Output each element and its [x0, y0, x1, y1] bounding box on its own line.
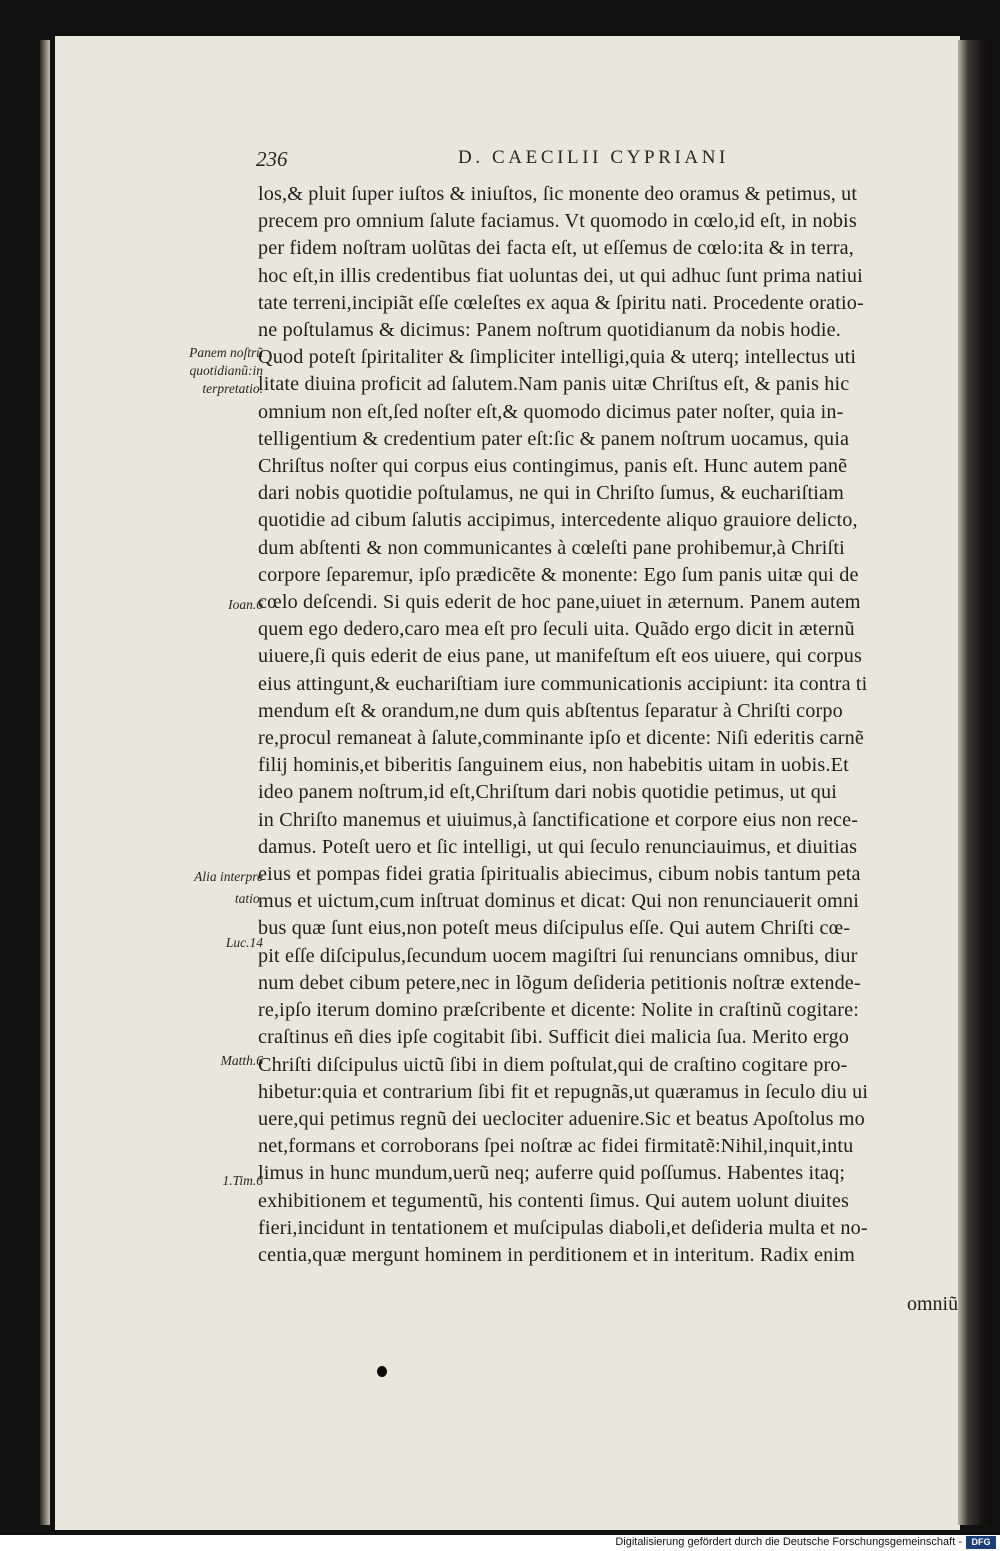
text-line: litate diuina proficit ad ſalutem.Nam panis uitæ Chriſtus eſt, & panis hic	[258, 373, 850, 396]
dfg-logo: DFG	[966, 1536, 996, 1549]
marginal-note-panem	[189, 344, 263, 398]
text-line: Chriſti diſcipulus uictũ ſibi in diem poſtulat,qui de craſtino cogitare pro-	[258, 1053, 848, 1076]
text-line: num debet cibum petere,nec in lõgum deſideria petitionis noſtræ extende-	[258, 971, 861, 994]
text-line: eius attingunt,& euchariſtiam iure communicationis accipiunt: ita contra ti	[258, 672, 868, 695]
footer-credit: Digitalisierung gefördert durch die Deutsche Forschungsgemeinschaft -	[615, 1536, 962, 1548]
book-edge-left	[40, 40, 50, 1525]
text-line: in Chriſto manemus et uiuimus,à ſanctificatione et corpore eius non rece-	[258, 808, 859, 831]
text-line: uere,qui petimus regnũ dei ueclociter aduenire.Sic et beatus Apoſtolus mo	[258, 1107, 865, 1130]
text-line: re,procul remaneat à ſalute,comminante ipſo et dicente: Niſi ederitis carnẽ	[258, 727, 864, 750]
text-line: damus. Poteſt uero et ſic intelligi, ut qui ſeculo renunciauimus, et diuitias	[258, 835, 858, 858]
text-line: per fidem noſtram uolũtas dei facta eſt, ut eſſemus de cœlo:ita & in terra,	[258, 237, 854, 260]
text-line: uiuere,ſi quis ederit de eius pane, ut manifeſtum eſt eos uiuere, qui corpus	[258, 645, 862, 668]
text-line: cœlo deſcendi. Si quis ederit de hoc pane,uiuet in æternum. Panem autem	[258, 591, 861, 614]
text-line: quem ego dedero,caro mea eſt pro ſeculi uita. Quãdo ergo dicit in æternũ	[258, 618, 855, 641]
text-line: dum abſtenti & non communicantes à cœleſti pane prohibemur,à Chriſti	[258, 536, 845, 559]
text-line: omnium non eſt,ſed noſter eſt,& quomodo dicimus pater noſter, quia in-	[258, 400, 844, 423]
marginal-note-line: Alia interpre	[194, 869, 263, 884]
text-line: exhibitionem et tegumentũ, his contenti ſimus. Qui autem uolunt diuites	[258, 1189, 849, 1212]
text-line: Quod poteſt ſpiritaliter & ſimpliciter intelligi,quia & uterq; intellectus uti	[258, 346, 857, 369]
marginal-note-line: Panem noſtrũ	[189, 345, 263, 360]
ink-spot	[377, 1366, 387, 1377]
text-line: mus et uictum,cum inſtruat dominus et dicat: Qui non renunciauerit omni	[258, 890, 860, 913]
page-header	[256, 147, 796, 175]
text-line: hibetur:quia et contrarium ſibi fit et repugnãs,ut quæramus in ſeculo diu ui	[258, 1080, 869, 1103]
footer-bar	[0, 1535, 1000, 1551]
text-line: precem pro omnium ſalute faciamus. Vt quomodo in cœlo,id eſt, in nobis	[258, 210, 857, 233]
marginal-note-tim: 1.Tim.6	[222, 1173, 263, 1188]
page-number: 236	[256, 147, 288, 171]
text-line: eius et pompas fidei gratia ſpiritualis abiecimus, cibum nobis tantum peta	[258, 863, 861, 886]
body-text	[258, 181, 968, 1269]
marginal-note-matth: Matth.6	[220, 1053, 263, 1068]
text-line: bus quæ ſunt eius,non poteſt meus diſcipulus eſſe. Qui autem Chriſti cœ-	[258, 917, 851, 940]
text-line: corpore ſeparemur, ipſo prædicẽte & monente: Ego ſum panis uitæ qui de	[258, 563, 859, 586]
text-line: dari nobis quotidie poſtulamus, ne qui in Chriſto ſumus, & euchariſtiam	[258, 482, 844, 505]
text-line: tate terreni,incipiãt eſſe cœleſtes ex aqua & ſpiritu nati. Procedente oratio-	[258, 291, 864, 314]
text-line: ne poſtulamus & dicimus: Panem noſtrum quotidianum da nobis hodie.	[258, 319, 841, 342]
text-line: net,formans et corroborans ſpei noſtræ ac fidei firmitatẽ:Nihil,inquit,intu	[258, 1135, 854, 1158]
text-line: fieri,incidunt in tentationem et muſcipulas diaboli,et deſideria multa et no-	[258, 1216, 868, 1239]
marginal-note-line: tatio.	[234, 891, 263, 906]
text-line: pit eſſe diſcipulus,ſecundum uocem magiſtri ſui renuncians omnibus, diur	[258, 944, 858, 967]
text-line: quotidie ad cibum ſalutis accipimus, intercedente aliquo grauiore delicto,	[258, 509, 858, 532]
catchword: omniũ	[907, 1293, 959, 1315]
text-line: Chriſtus noſter qui corpus eius contingimus, panis eſt. Hunc autem panẽ	[258, 455, 848, 478]
text-line: craſtinus eñ dies ipſe cogitabit ſibi. Sufficit diei malicia ſua. Merito ergo	[258, 1026, 850, 1049]
text-line: telligentium & credentium pater eſt:ſic & panem noſtrum uocamus, quia	[258, 427, 850, 450]
running-head: D. CAECILII CYPRIANI	[458, 147, 729, 168]
text-line: limus in hunc mundum,uerũ neq; auferre quid poſſumus. Habentes itaq;	[258, 1162, 846, 1185]
marginal-note-alia	[194, 868, 263, 908]
marginal-note-ioan: Ioan.6	[228, 597, 263, 612]
text-line: los,& pluit ſuper iuſtos & iniuſtos, ſic monente deo oramus & petimus, ut	[258, 183, 858, 205]
marginal-note-luc: Luc.14	[225, 935, 263, 950]
marginal-note-line: terpretatio.	[202, 381, 263, 396]
text-line: filij hominis,et biberitis ſanguinem eius, non habebitis uitam in uobis.Et	[258, 754, 849, 777]
marginal-note-line: quotidianũ:in	[189, 363, 263, 378]
text-line: re,ipſo iterum domino præſcribente et dicente: Nolite in craſtinũ cogitare:	[258, 999, 859, 1022]
text-line: ideo panem noſtrum,id eſt,Chriſtum dari nobis quotidie petimus, ut qui	[258, 781, 838, 804]
text-line: centia,quæ mergunt hominem in perditionem et in interitum. Radix enim	[258, 1243, 855, 1266]
text-line: hoc eſt,in illis credentibus fiat uoluntas dei, ut qui adhuc ſunt prima natiui	[258, 264, 863, 287]
text-line: mendum eſt & orandum,ne dum quis abſtentus ſeparatur à Chriſti corpo	[258, 699, 843, 722]
